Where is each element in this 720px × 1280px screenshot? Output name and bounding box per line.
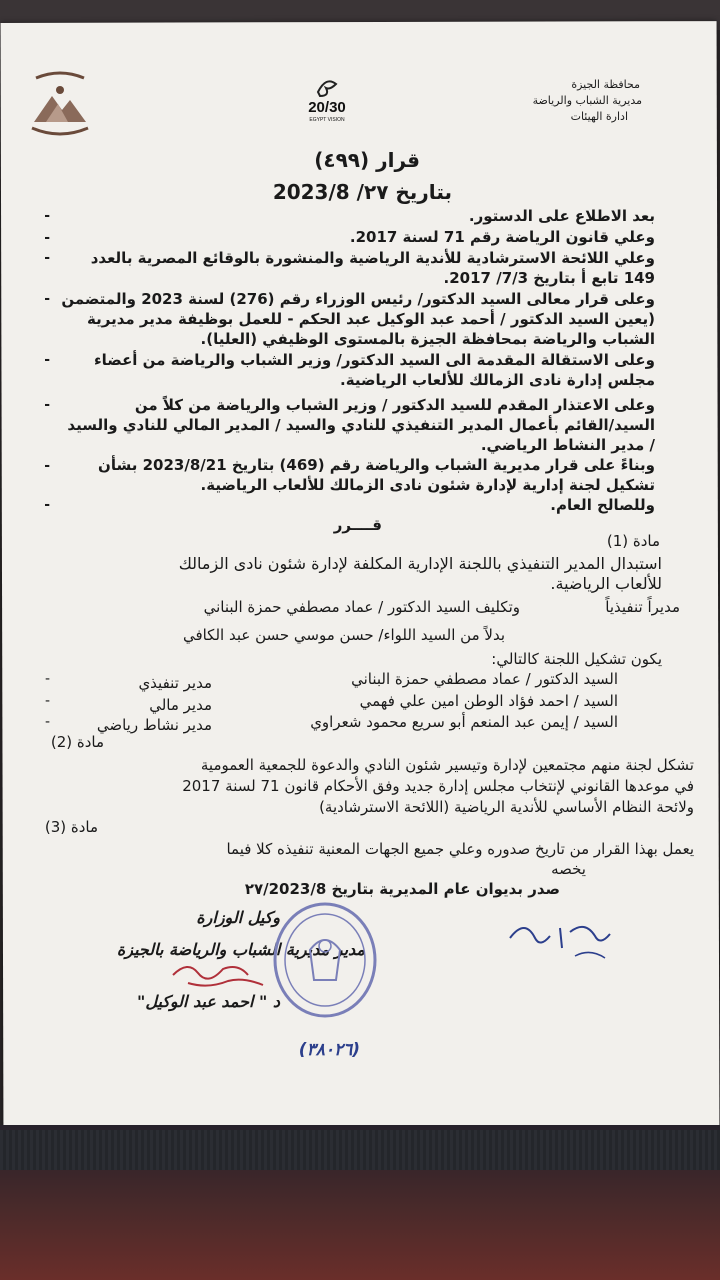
preamble-line: وعلي قانون الرياضة رقم 71 لسنة 2017. xyxy=(349,228,655,246)
header-line-2: مديرية الشباب والرياضة xyxy=(532,94,642,107)
bullet: - xyxy=(44,693,50,709)
preamble-line: وبناءً على قرار مديرية الشباب والرياضة رقم (469) بتاريخ 2023/8/21 بشأن xyxy=(98,456,655,474)
bullet: - xyxy=(44,250,50,266)
preamble-line: وللصالح العام. xyxy=(550,496,655,514)
preamble-line: (يعين السيد الدكتور / أحمد عبد الوكيل عبد الحكم - للعمل بوظيفة مدير مديرية xyxy=(87,310,655,328)
article-3-heading: مادة (3) xyxy=(44,818,98,836)
article-2-text: ولائحة النظام الأساسي للأندية الرياضية (اللائحة الاسترشادية) xyxy=(319,798,694,816)
signature-name: د " احمد عبد الوكيل" xyxy=(137,992,280,1011)
preamble-line: وعلى الاستقالة المقدمة الى السيد الدكتور/ وزير الشباب والرياضة من أعضاء xyxy=(93,351,655,369)
signature-title-2: مدير مديرية الشباب والرياضة بالجيزة xyxy=(116,940,365,959)
red-signature xyxy=(168,955,278,995)
preamble-line: السيد/القائم بأعمال المدير التنفيذي للنادي والسيد / المدير المالي للنادي والسيد xyxy=(67,416,655,434)
issued-line: صدر بديوان عام المديرية بتاريخ ٢٧/2023/8 xyxy=(244,880,560,898)
preamble-line: تشكيل لجنة إدارية لإدارة شئون نادى الزمالك للألعاب الرياضية. xyxy=(200,476,655,494)
vision-2030-logo xyxy=(296,76,358,124)
official-stamp xyxy=(270,900,380,1020)
article-2-heading: مادة (2) xyxy=(50,733,104,751)
member-name: السيد / إيمن عبد المنعم أبو سريع محمود شعراوي xyxy=(310,713,618,731)
article-1-text: استبدال المدير التنفيذي باللجنة الإدارية المكلفة لإدارة شئون نادى الزمالك xyxy=(178,554,662,573)
bullet: - xyxy=(44,352,50,368)
article-1-text: للألعاب الرياضية. xyxy=(550,574,662,593)
bullet: - xyxy=(44,458,50,474)
decided-heading: قــــرر xyxy=(333,516,382,534)
preamble-line: مجلس إدارة نادى الزمالك للألعاب الرياضية. xyxy=(340,371,655,389)
preamble-line: الشباب والرياضة بمحافظة الجيزة بالمستوى الوظيفي (العليا). xyxy=(200,330,655,348)
governorate-logo xyxy=(22,70,98,146)
preamble-line: 149 تابع أ بتاريخ 7/3/ 2017. xyxy=(443,269,655,287)
bullet: - xyxy=(44,497,50,513)
article-3-text: يعمل بهذا القرار من تاريخ صدوره وعلي جميع الجهات المعنية تنفيذه كلا فيما xyxy=(226,840,694,858)
assignment-line: وتكليف السيد الدكتور / عماد مصطفي حمزة البناني xyxy=(203,598,520,616)
bullet: - xyxy=(44,671,50,687)
handwritten-initials xyxy=(500,918,620,968)
member-role: مدير نشاط رياضي xyxy=(96,716,212,734)
article-1-heading: مادة (1) xyxy=(606,532,660,550)
decision-date: بتاريخ ٢٧/ 2023/8 xyxy=(272,180,452,204)
member-name: السيد / احمد فؤاد الوطن امين علي فهمي xyxy=(359,692,618,710)
bullet: - xyxy=(44,208,50,224)
preamble-line: وعلى قرار معالى السيد الدكتور/ رئيس الوزراء رقم (276) لسنة 2023 والمتضمن xyxy=(61,290,655,308)
assignment-role: مديراً تنفيذياً xyxy=(605,598,680,616)
svg-text:EGYPT VISION: EGYPT VISION xyxy=(309,117,345,123)
header-line-1: محافظة الجيزة xyxy=(571,78,640,91)
svg-text:20/30: 20/30 xyxy=(308,99,346,116)
article-3-text: يخصه xyxy=(551,860,586,878)
member-role: مدير مالي xyxy=(149,696,212,714)
handwritten-number: (٣٨٠٢٦) xyxy=(298,1040,360,1060)
replacement-line: بدلاً من السيد اللواء/ حسن موسي حسن عبد الكافي xyxy=(182,626,505,644)
decision-number: قرار (٤٩٩) xyxy=(314,148,420,172)
header-line-3: ادارة الهيئات xyxy=(570,110,628,123)
preamble-line: وعلى الاعتذار المقدم للسيد الدكتور / وزير الشباب والرياضة من كلاً من xyxy=(134,396,655,414)
bullet: - xyxy=(44,230,50,246)
member-role: مدير تنفيذي xyxy=(138,674,212,692)
bullet: - xyxy=(44,397,50,413)
article-2-text: تشكل لجنة منهم مجتمعين لإدارة وتيسير شئون النادي والدعوة للجمعية العمومية xyxy=(200,756,694,774)
committee-intro: يكون تشكيل اللجنة كالتالي: xyxy=(491,650,662,668)
preamble-line: وعلي اللائحة الاسترشادية للأندية الرياضية والمنشورة بالوقائع المصرية بالعدد xyxy=(90,249,655,267)
bullet: - xyxy=(44,291,50,307)
bullet: - xyxy=(44,714,50,730)
preamble-line: / مدير النشاط الرياضي. xyxy=(480,436,655,454)
preamble-line: بعد الاطلاع على الدستور. xyxy=(468,207,655,225)
member-name: السيد الدكتور / عماد مصطفي حمزة البناني xyxy=(351,670,618,688)
signature-title-1: وكيل الوزارة xyxy=(196,908,280,927)
article-2-text: في موعدها القانوني لإنتخاب مجلس إدارة جديد وفق الأحكام قانون 71 لسنة 2017 xyxy=(182,777,694,795)
